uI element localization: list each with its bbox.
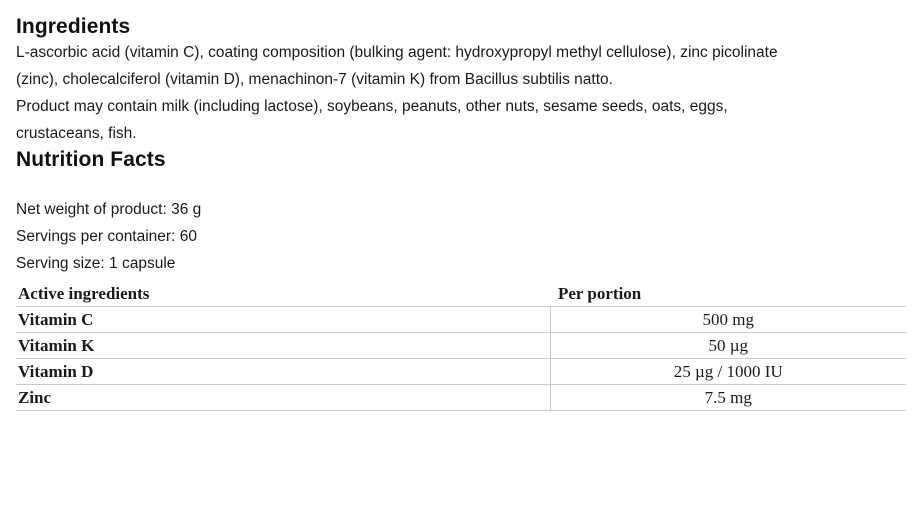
header-active-ingredients: Active ingredients <box>16 281 550 307</box>
cell-ingredient-value: 50 µg <box>550 333 906 359</box>
serving-info <box>16 196 906 277</box>
cell-ingredient-value: 7.5 mg <box>550 385 906 411</box>
nutrition-facts-table <box>16 281 906 411</box>
net-weight-line: Net weight of product: 36 g <box>16 201 202 219</box>
ingredients-paragraph: L-ascorbic acid (vitamin C), coating composition (bulking agent: hydroxypropyl methyl cellulose), zinc picolinate (zinc), cholecalciferol (vitamin D), menachinon-7 (vitamin K) from Bacillus subtilis natto. <box>16 44 778 89</box>
ingredients-heading: Ingredients <box>16 15 131 38</box>
table-row <box>16 385 906 411</box>
table-row <box>16 359 906 385</box>
table-row <box>16 307 906 333</box>
cell-ingredient-name: Vitamin D <box>16 359 550 385</box>
cell-ingredient-name: Zinc <box>16 385 550 411</box>
header-per-portion: Per portion <box>550 281 906 307</box>
table-header-row <box>16 281 906 307</box>
serving-size-line: Serving size: 1 capsule <box>16 255 176 273</box>
allergen-paragraph: Product may contain milk (including lactose), soybeans, peanuts, other nuts, sesame seeds, oats, eggs, crustaceans, fish. <box>16 98 728 143</box>
nutrition-facts-heading: Nutrition Facts <box>16 148 166 172</box>
cell-ingredient-value: 500 mg <box>550 307 906 333</box>
table-row <box>16 333 906 359</box>
cell-ingredient-value: 25 µg / 1000 IU <box>550 359 906 385</box>
cell-ingredient-name: Vitamin K <box>16 333 550 359</box>
servings-per-container-line: Servings per container: 60 <box>16 228 197 246</box>
cell-ingredient-name: Vitamin C <box>16 307 550 333</box>
